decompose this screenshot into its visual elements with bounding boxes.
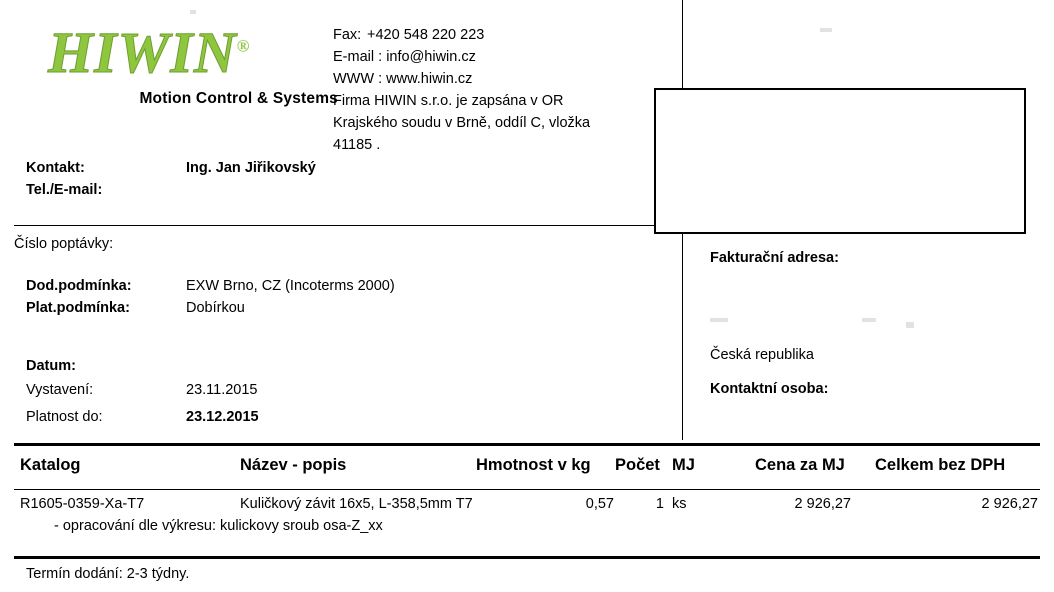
billing-address-label: Fakturační adresa:: [710, 250, 839, 266]
email-label: E-mail :: [333, 49, 383, 66]
registered-trademark-icon: ®: [236, 36, 251, 56]
cell-mj: ks: [672, 496, 687, 512]
column-header-mj: MJ: [672, 456, 695, 474]
payment-terms-value: Dobírkou: [186, 300, 245, 316]
date-section-label: Datum:: [26, 358, 76, 374]
logo-wordmark: [48, 20, 338, 85]
billing-contact-person-label: Kontaktní osoba:: [710, 381, 829, 397]
cell-nazev: Kuličkový závit 16x5, L-358,5mm T7: [240, 496, 473, 512]
contact-person-value: Ing. Jan Jiřikovský: [186, 160, 316, 176]
www-value: www.hiwin.cz: [386, 71, 473, 88]
cell-cena-za-mj: 2 926,27: [794, 496, 851, 512]
table-row-note-text: - opracování dle výkresu: kulickovy sroub osa-Z_xx: [54, 518, 383, 534]
cell-celkem-bez-dph: 2 926,27: [981, 496, 1038, 512]
contact-person-row: [26, 160, 646, 180]
valid-until-label: Platnost do:: [26, 409, 103, 425]
artifact-smudge-1: [190, 10, 196, 14]
payment-terms-row: [26, 300, 646, 320]
issue-date-value: 23.11.2015: [186, 382, 258, 398]
artifact-smudge-2: [820, 28, 832, 32]
company-contact-block: [333, 24, 590, 156]
column-header-celkem-bez-dph: Celkem bez DPH: [875, 456, 1006, 474]
cell-hmotnost: 0,57: [585, 496, 614, 512]
www-line: [333, 68, 590, 90]
delivery-terms-value: EXW Brno, CZ (Incoterms 2000): [186, 278, 395, 294]
company-logo: [48, 20, 338, 108]
column-header-cena-za-mj: Cena za MJ: [755, 456, 845, 474]
artifact-smudge-4: [862, 318, 876, 322]
valid-until-row: [26, 409, 646, 429]
issue-date-row: [26, 382, 646, 402]
table-rule-top: [14, 443, 1040, 446]
artifact-smudge-3: [710, 318, 728, 322]
delivery-terms-row: [26, 278, 646, 298]
table-rule-header: [14, 489, 1040, 490]
delivery-terms-label: Dod.podmínka:: [26, 278, 132, 294]
fax-label: Fax:: [333, 27, 362, 43]
issue-date-label: Vystavení:: [26, 382, 94, 398]
artifact-smudge-5: [906, 322, 914, 328]
column-header-hmotnost: Hmotnost v kg: [476, 456, 591, 474]
registration-line-2: Krajského soudu v Brně, oddíl C, vložka: [333, 115, 591, 132]
www-label: WWW :: [333, 71, 383, 88]
fax-line: [333, 24, 590, 46]
contact-person-label: Kontakt:: [26, 160, 85, 176]
registration-line-1: Firma HIWIN s.r.o. je zapsána v OR: [333, 93, 564, 110]
billing-country-value: Česká republika: [710, 347, 814, 363]
email-value: info@hiwin.cz: [386, 49, 476, 66]
inquiry-number-label: Číslo poptávky:: [14, 236, 114, 252]
column-header-katalog: Katalog: [20, 456, 81, 474]
cell-katalog: R1605-0359-Xa-T7: [20, 496, 145, 512]
recipient-address-box: [654, 88, 1026, 234]
registration-line-3: 41185 .: [333, 137, 381, 154]
valid-until-value: 23.12.2015: [186, 409, 259, 425]
column-header-pocet: Počet: [615, 456, 660, 474]
company-tagline: Motion Control & Systems: [139, 90, 338, 107]
table-rule-bottom: [14, 556, 1040, 559]
email-line: [333, 46, 590, 68]
tel-email-label: Tel./E-mail:: [26, 182, 103, 198]
column-header-nazev: Název - popis: [240, 456, 347, 474]
fax-value: +420 548 220 223: [367, 27, 485, 43]
delivery-term-text: Termín dodání: 2-3 týdny.: [26, 566, 190, 582]
logo-wordmark-text: HIWIN: [48, 20, 237, 85]
payment-terms-label: Plat.podmínka:: [26, 300, 130, 316]
tel-email-row: [26, 182, 646, 202]
cell-pocet: 1: [655, 496, 664, 512]
horizontal-divider-top: [14, 225, 682, 226]
